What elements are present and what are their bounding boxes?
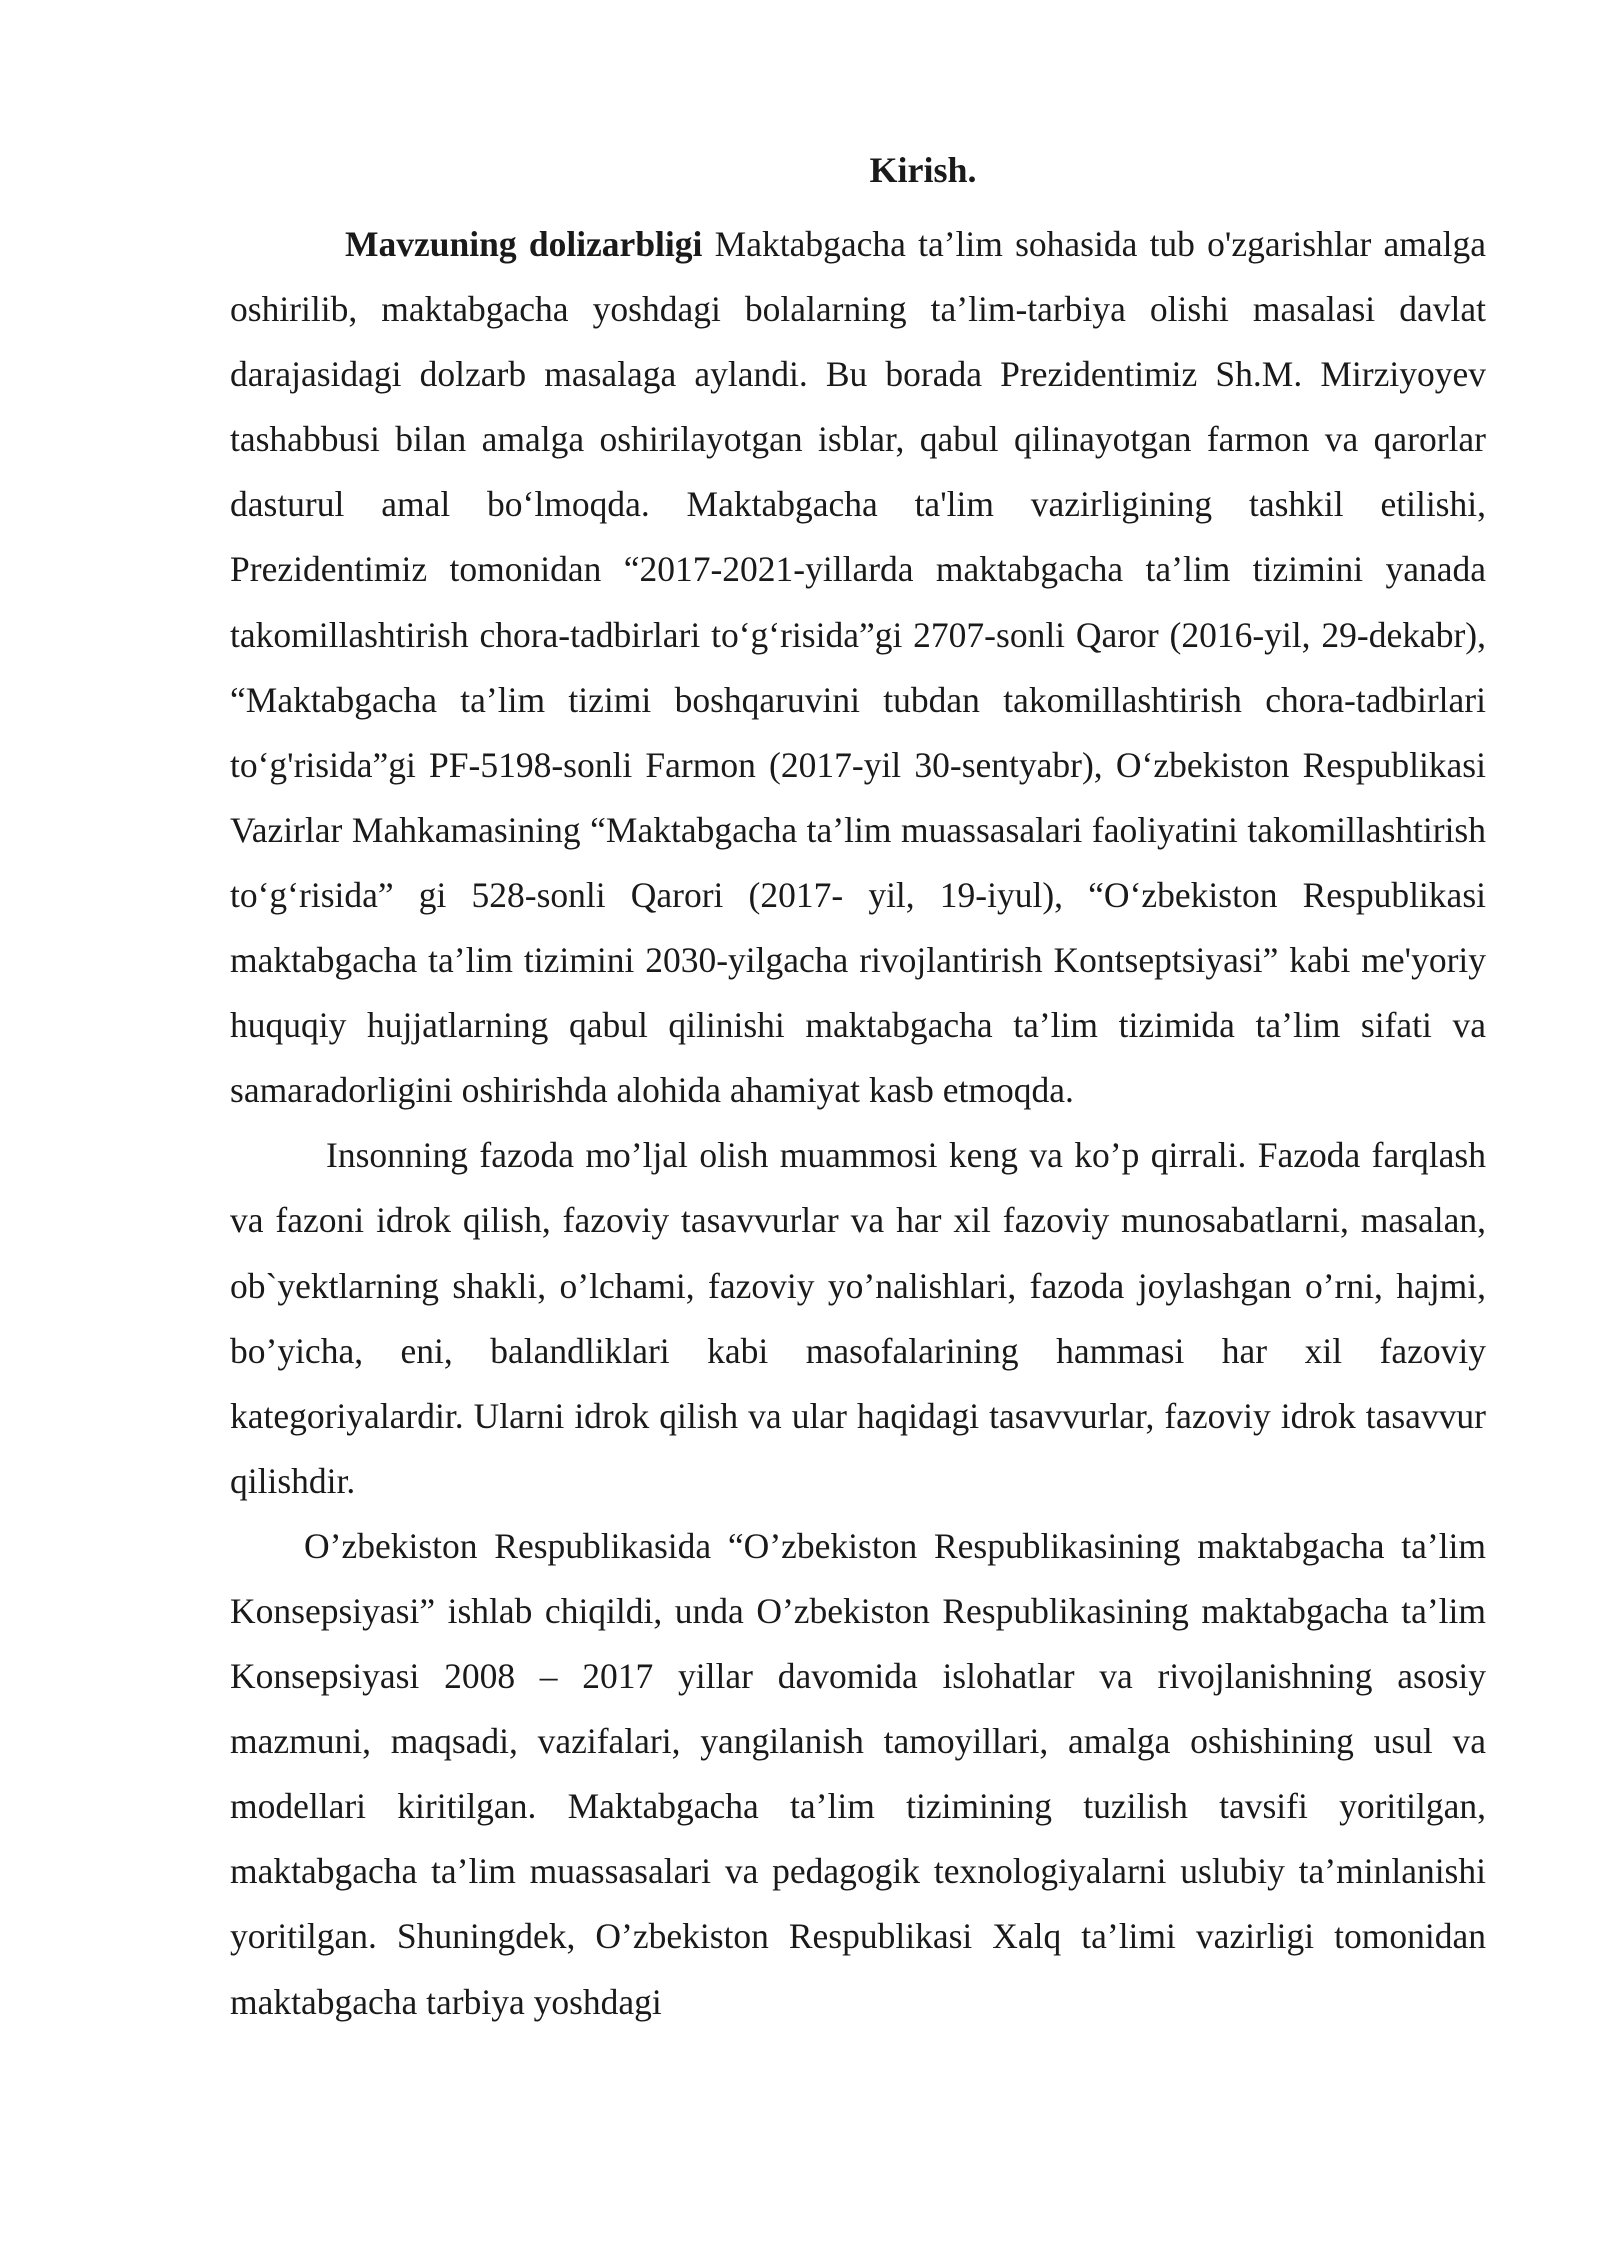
paragraph-relevance	[230, 212, 1486, 1123]
paragraph-lead: Mavzuning dolizarbligi	[345, 224, 703, 264]
paragraph-concept: O’zbekiston Respublikasida “O’zbekiston Respublikasining maktabgacha ta’lim Konsepsiyasi” ishlab chiqildi, unda O’zbekiston Respublikasining maktabgacha ta’lim Konsepsiyasi 2008 – 2017 yillar davomida islohatlar va rivojlanishning asosiy mazmuni, maqsadi, vazifalari, yangilanish tamoyillari, amalga oshishining usul va modellari kiritilgan. Maktabgacha ta’lim tizimining tuzilish tavsifi yoritilgan, maktabgacha ta’lim muassasalari va pedagogik texnologiyalarni uslubiy ta’minlanishi yoritilgan. Shuningdek, O’zbekiston Respublikasi Xalq ta’limi vazirligi tomonidan maktabgacha tarbiya yoshdagi	[230, 1525, 1486, 2022]
paragraph-spatial-orientation: Insonning fazoda mo’ljal olish muammosi keng va ko’p qirrali. Fazoda farqlash va fazoni idrok qilish, fazoviy tasavvurlar va har xil fazoviy munosabatlarni, masalan, ob`yektlarning shakli, o’lchami, fazoviy yo’nalishlari, fazoda joylashgan o’rni, hajmi, bo’yicha, eni, balandliklari kabi masofalarining hammasi har xil fazoviy kategoriyalardir. Ularni idrok qilish va ular haqidagi tasavvurlar, fazoviy idrok tasavvur qilishdir.	[230, 1135, 1486, 1501]
page-title: Kirish.	[869, 150, 977, 190]
document-page	[230, 150, 1486, 2035]
paragraph-text: Maktabgacha ta’lim sohasida tub o'zgarishlar amalga oshirilib, maktabgacha yoshdagi bolalarning ta’lim-tarbiya olishi masalasi davlat darajasidagi dolzarb masalaga aylandi. Bu borada Prezidentimiz Sh.M. Mirziyoyev tashabbusi bilan amalga oshirilayotgan isblar, qabul qilinayotgan farmon va qarorlar dasturul amal bo‘lmoqda. Maktabgacha ta'lim vazirligining tashkil etilishi, Prezidentimiz tomonidan “2017-2021-yillarda maktabgacha ta’lim tizimini yanada takomillashtirish chora-tadbirlari to‘g‘risida”gi 2707-sonli Qaror (2016-yil, 29-dekabr), “Maktabgacha ta’lim tizimi boshqaruvini tubdan takomillashtirish chora-tadbirlari to‘g'risida”gi PF-5198-sonli Farmon (2017-yil 30-sentyabr), O‘zbekiston Respublikasi Vazirlar Mahkamasining “Maktabgacha ta’lim muassasalari faoliyatini takomillashtirish to‘g‘risida” gi 528-sonli Qarori (2017- yil, 19-iyul), “O‘zbekiston Respublikasi maktabgacha ta’lim tizimini 2030-yilgacha rivojlantirish Kontseptsiyasi” kabi me'yoriy huquqiy hujjatlarning qabul qilinishi maktabgacha ta’lim tizimida ta’lim sifati va samaradorligini oshirishda alohida ahamiyat kasb etmoqda.	[230, 224, 1486, 1111]
